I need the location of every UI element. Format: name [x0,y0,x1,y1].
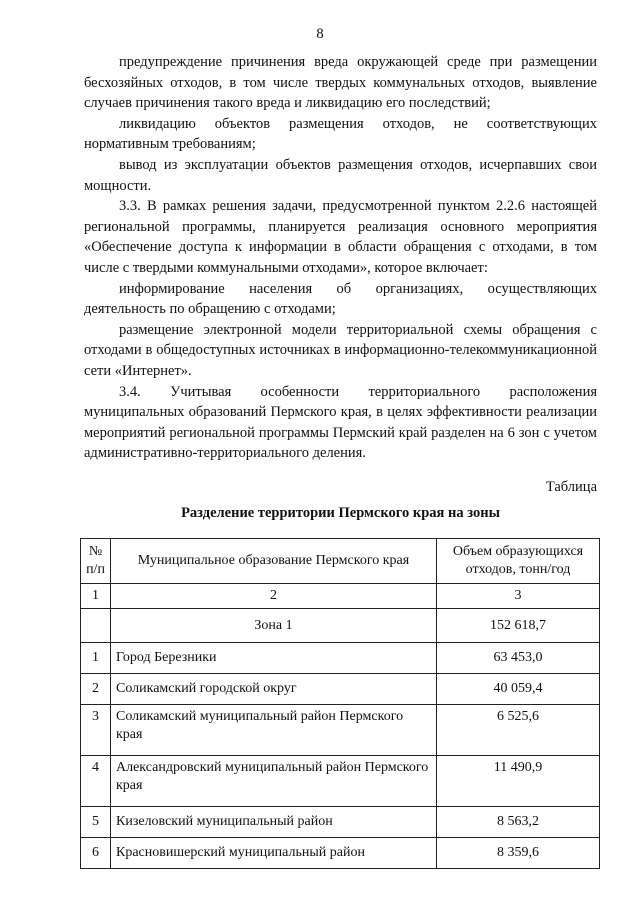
row-number: 4 [81,756,111,807]
row-name: Александровский муниципальный район Пермского края [111,756,437,807]
column-number: 1 [81,584,111,609]
row-value: 63 453,0 [437,643,600,674]
header-volume: Объем образующихся отходов, тонн/год [437,539,600,584]
table-row [81,838,600,869]
row-value: 8 563,2 [437,807,600,838]
paragraph: 3.4. Учитывая особенности территориального расположения муниципальных образований Пермского края, в целях эффективности реализации мероприятий региональной программы Пермский край разделен на 6 зон с учетом административно-территориального деления. [84,383,597,462]
row-value: 8 359,6 [437,838,600,869]
column-number-row [81,584,600,609]
row-value: 40 059,4 [437,674,600,705]
table-row [81,705,600,756]
paragraph: ликвидацию объектов размещения отходов, не соответствующих нормативным требованиям; [84,115,597,153]
column-number: 2 [111,584,437,609]
row-name: Кизеловский муниципальный район [111,807,437,838]
row-name: Красновишерский муниципальный район [111,838,437,869]
row-number: 1 [81,643,111,674]
header-municipality: Муниципальное образование Пермского края [111,539,437,584]
header-number: № п/п [81,539,111,584]
row-number: 3 [81,705,111,756]
table-row [81,807,600,838]
table-caption: Таблица [545,479,597,495]
row-value: 11 490,9 [437,756,600,807]
zone-row [81,609,600,643]
row-number: 5 [81,807,111,838]
row-value: 6 525,6 [437,705,600,756]
table-row [81,674,600,705]
table-header-row [81,539,600,584]
table-row [81,643,600,674]
zone-empty-cell [81,609,111,643]
zone-value: 152 618,7 [437,609,600,643]
row-number: 2 [81,674,111,705]
row-name: Соликамский муниципальный район Пермского края [111,705,437,756]
body-text [84,52,597,464]
table-title: Разделение территории Пермского края на зоны [181,505,500,521]
row-name: Город Березники [111,643,437,674]
zones-table [80,538,600,869]
row-name: Соликамский городской округ [111,674,437,705]
table-row [81,756,600,807]
column-number: 3 [437,584,600,609]
paragraph: 3.3. В рамках решения задачи, предусмотренной пунктом 2.2.6 настоящей региональной программы, планируется реализация основного мероприятия «Обеспечение доступа к информации в области обращения с отходами, в том числе с твердыми коммунальными отходами», которое включает: [84,198,597,276]
paragraph: вывод из эксплуатации объектов размещения отходов, исчерпавших свои мощности. [84,156,597,194]
zone-label: Зона 1 [111,609,437,643]
paragraph: размещение электронной модели территориальной схемы обращения с отходами в общедоступных источниках в информационно-телекоммуникационной сети «Интернет». [84,321,597,379]
paragraph: информирование населения об организациях, осуществляющих деятельность по обращению с отходами; [84,280,597,318]
page-number: 8 [316,26,324,42]
paragraph: предупреждение причинения вреда окружающей среде при размещении бесхозяйных отходов, в том числе твердых коммунальных отходов, выявление случаев причинения такого вреда и ликвидацию его последствий; [84,54,597,112]
row-number: 6 [81,838,111,869]
